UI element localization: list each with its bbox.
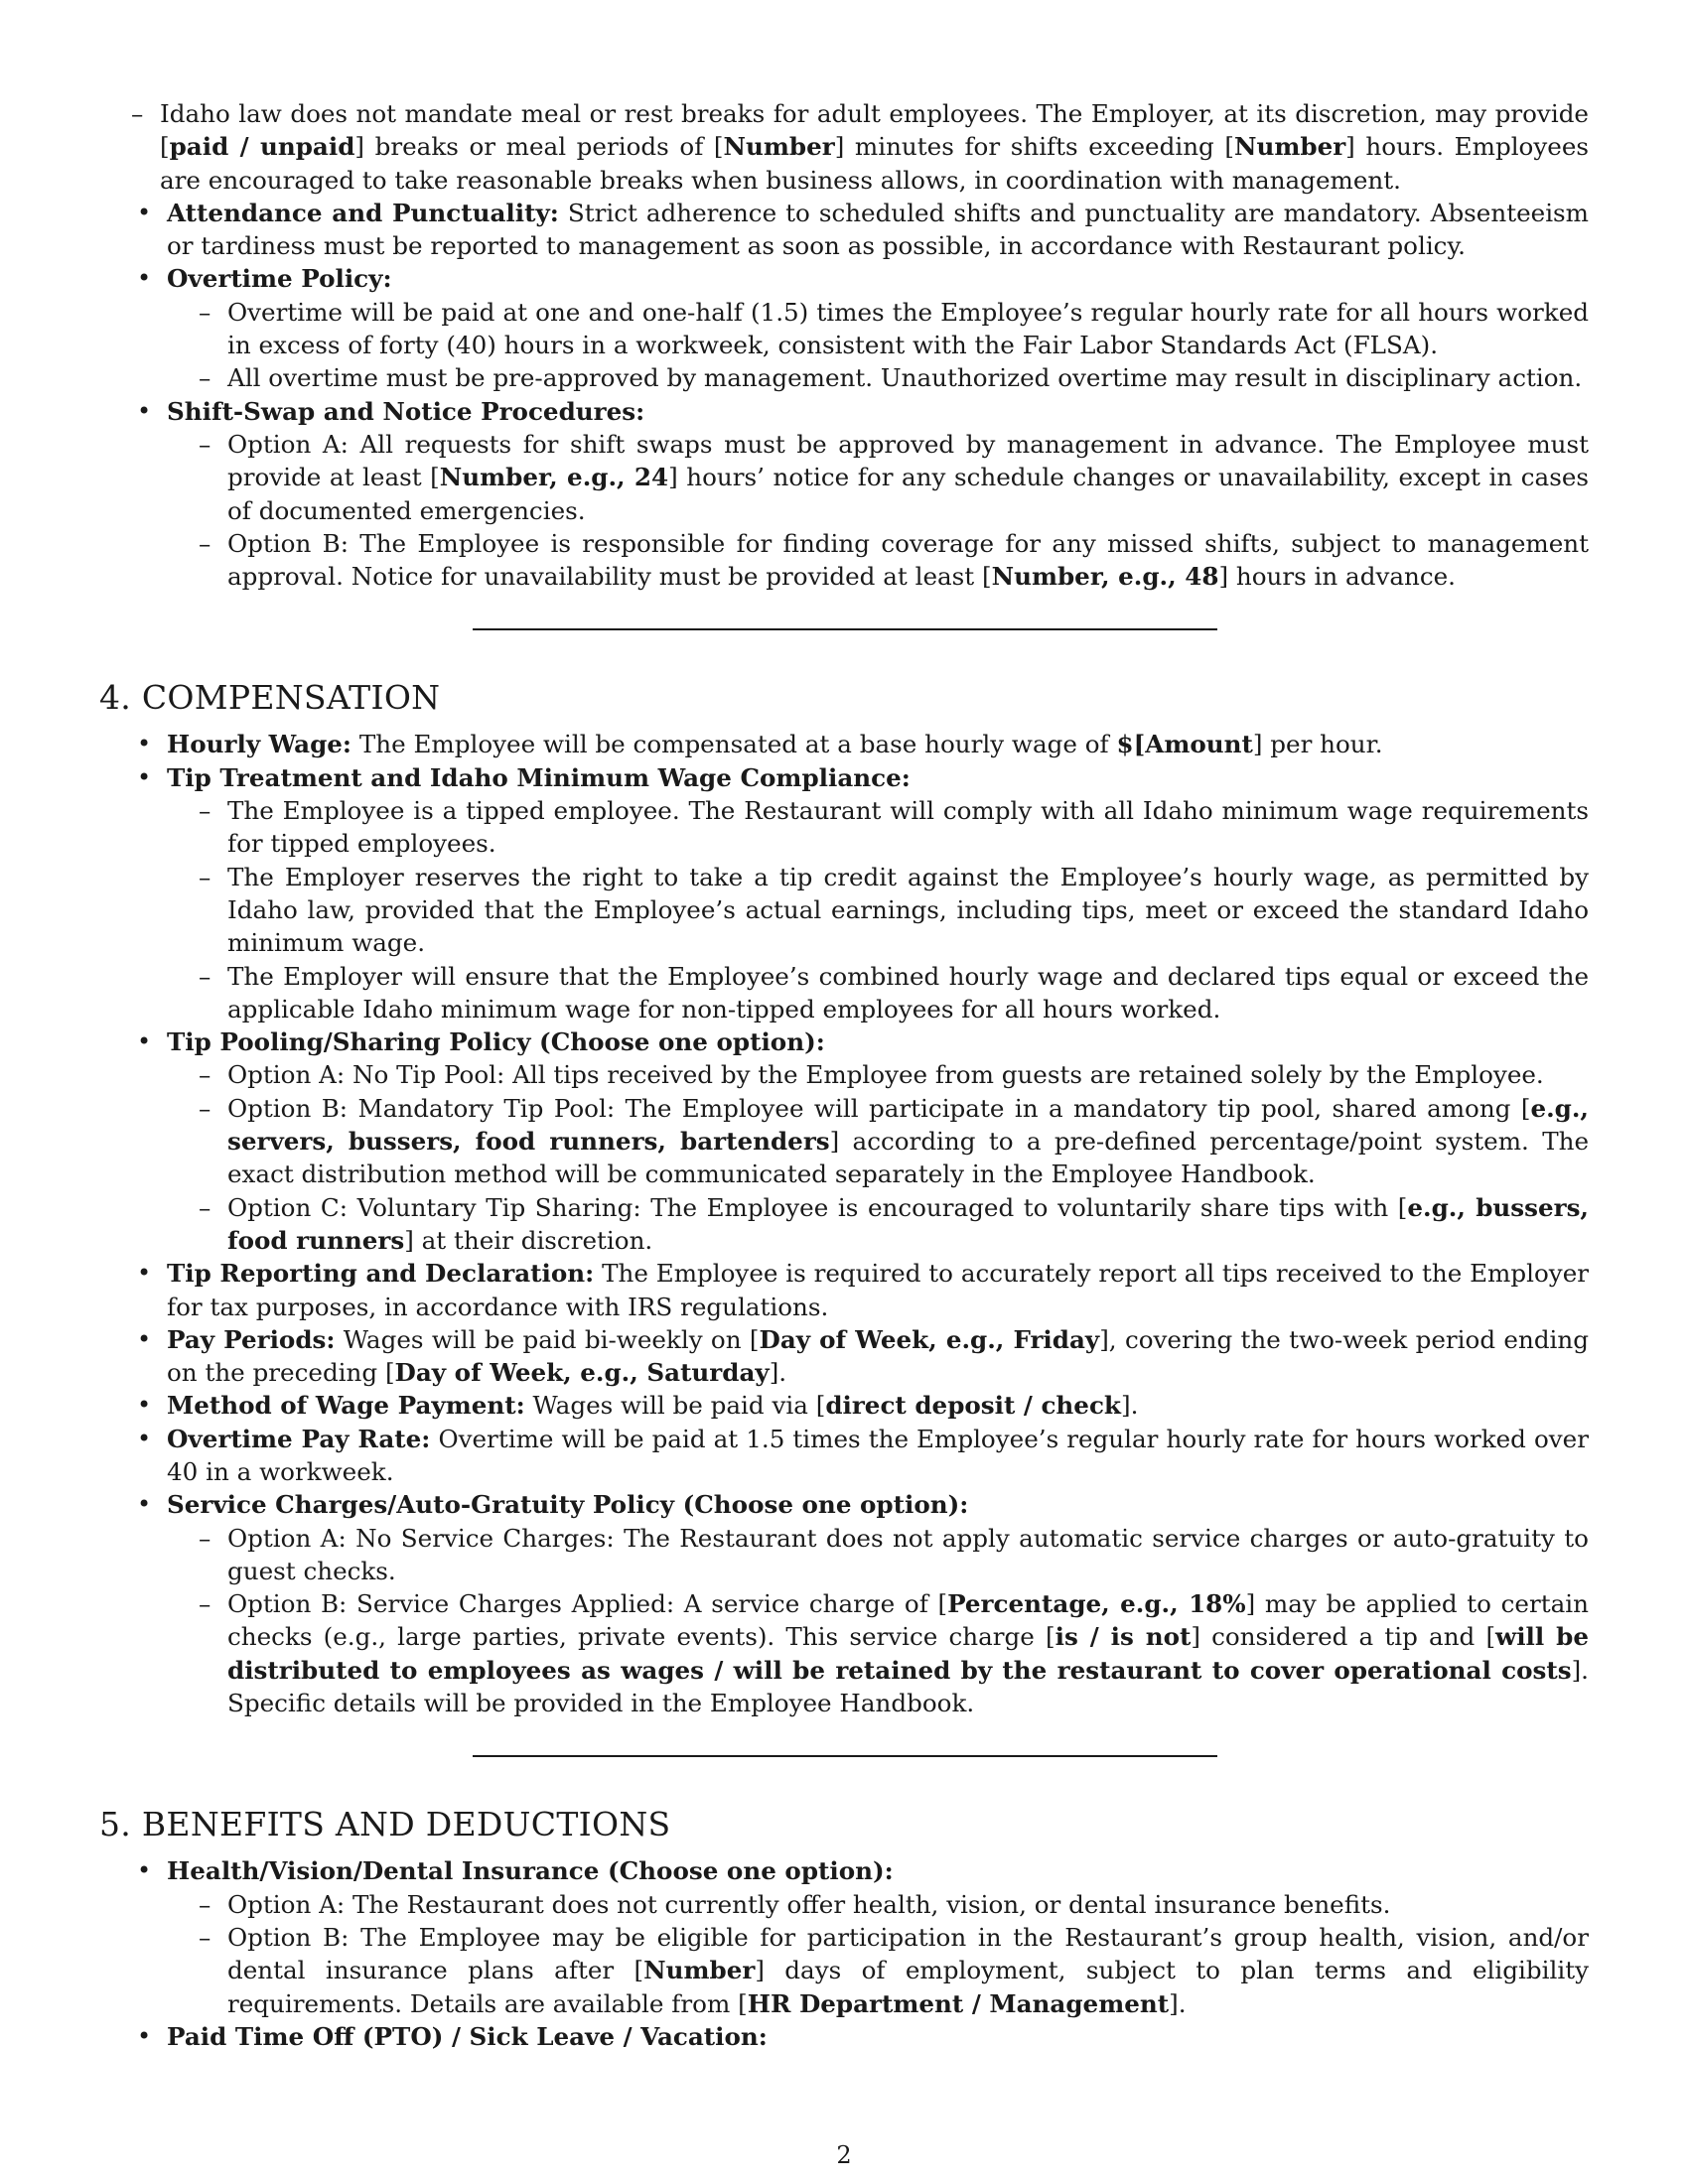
payment-method-label: Method of Wage Payment: xyxy=(167,1391,525,1421)
tip-pool-sublist xyxy=(167,1058,1589,1257)
overtime-policy-sublist xyxy=(167,296,1589,395)
section4-list xyxy=(99,728,1589,1719)
pto-label: Paid Time Off (PTO) / Sick Leave / Vacation: xyxy=(167,2021,768,2051)
tip-pool-option-a: – Option A: No Tip Pool: All tips received by the Employee from guests are retained solely by the Employee. xyxy=(167,1058,1589,1091)
list-item: – Overtime will be paid at one and one-half (1.5) times the Employee’s regular hourly rate for all hours worked in excess of forty (40) hours in a workweek, consistent with the Fair Labor Standards Act (FLSA). xyxy=(167,296,1589,362)
placeholder-number: Number xyxy=(1233,132,1346,162)
service-charges-sublist xyxy=(167,1522,1589,1720)
pay-periods-item xyxy=(99,1323,1589,1390)
tip-pool-option-b xyxy=(167,1092,1589,1191)
text: Option C: Voluntary Tip Sharing: The Employee is encouraged to voluntarily share tips with [ xyxy=(227,1192,1408,1222)
list-item: – The Employer reserves the right to take a tip credit against the Employee’s hourly wage, as permitted by Idaho law, provided that the Employee’s actual earnings, including tips, meet or exceed the standard Idaho minimum wage. xyxy=(167,861,1589,960)
placeholder-hours: Number, e.g., 24 xyxy=(439,463,669,492)
service-charges-option-a: – Option A: No Service Charges: The Restaurant does not apply automatic service charges or auto-gratuity to guest checks. xyxy=(167,1522,1589,1588)
text: ]. Specific details will be provided in the Employee Handbook. xyxy=(227,1655,1589,1718)
text: Option B: The Employee is responsible for finding coverage for any missed shifts, subject to management approval. Notice for unavailability must be provided at least [ xyxy=(227,528,1589,592)
service-charges-label: Service Charges/Auto-Gratuity Policy (Choose one option): xyxy=(167,1490,969,1520)
page-number: 2 xyxy=(836,2141,852,2169)
placeholder-percentage: Percentage, e.g., 18% xyxy=(947,1589,1246,1619)
placeholder-number: Number xyxy=(643,1956,756,1985)
placeholder-department: HR Department / Management xyxy=(747,1988,1170,2018)
tip-reporting-item xyxy=(99,1257,1589,1323)
section-title: 5. BENEFITS AND DEDUCTIONS xyxy=(99,1805,671,1844)
breaks-list xyxy=(99,97,1589,197)
tip-pool-label: Tip Pooling/Sharing Policy (Choose one option): xyxy=(167,1027,825,1057)
tip-reporting-label: Tip Reporting and Declaration: xyxy=(167,1259,595,1289)
attendance-text: Strict adherence to scheduled shifts and punctuality are mandatory. Absenteeism or tardiness must be reported to management as soon as possible, in accordance with Restaurant policy. xyxy=(167,198,1590,261)
placeholder-day: Day of Week, e.g., Friday xyxy=(759,1324,1100,1354)
shift-swap-option-a xyxy=(167,428,1589,527)
overtime-rate-item xyxy=(99,1423,1589,1489)
placeholder-day: Day of Week, e.g., Saturday xyxy=(394,1358,770,1388)
tip-treatment-sublist xyxy=(167,794,1589,1025)
text: Overtime will be paid at 1.5 times the Employee’s regular hourly rate for hours worked over 40 in a workweek. xyxy=(167,1424,1589,1486)
payment-method-item xyxy=(99,1389,1589,1422)
text: ] days of employment, subject to plan terms and eligibility requirements. Details are available from [ xyxy=(227,1956,1590,2018)
tip-pool-option-c xyxy=(167,1191,1589,1258)
text: ] may be applied to certain checks (e.g., large parties, private events). This service charge [ xyxy=(227,1589,1589,1652)
section-heading-benefits xyxy=(99,1805,1589,1844)
overtime-policy-label: Overtime Policy: xyxy=(167,264,392,294)
text: ]. xyxy=(769,1358,787,1388)
placeholder-roles: e.g., servers, bussers, food runners, bartenders xyxy=(227,1093,1589,1157)
text: Option B: The Employee may be eligible for participation in the Restaurant’s group health, vision, and/or dental insurance plans after [ xyxy=(227,1922,1589,1985)
text: The Employee will be compensated at a base hourly wage of xyxy=(352,730,1117,759)
section5-list xyxy=(99,1854,1589,2053)
hourly-wage-item xyxy=(99,728,1589,760)
breaks-item xyxy=(99,97,1589,197)
shift-swap-sublist xyxy=(167,428,1589,593)
placeholder-is-is-not: is / is not xyxy=(1055,1622,1192,1652)
placeholder-hours: Number, e.g., 48 xyxy=(991,562,1219,592)
tip-treatment-label: Tip Treatment and Idaho Minimum Wage Compliance: xyxy=(167,762,911,792)
placeholder-number: Number xyxy=(723,132,835,162)
shift-swap-item xyxy=(99,395,1589,594)
section3-list xyxy=(99,197,1589,594)
overtime-rate-label: Overtime Pay Rate: xyxy=(167,1424,431,1453)
text: ] at their discretion. xyxy=(404,1225,653,1255)
text: ] hours. Employees are encouraged to take reasonable breaks when business allows, in coordination with management. xyxy=(160,132,1589,195)
document-page xyxy=(99,97,1589,2053)
tip-treatment-item xyxy=(99,761,1589,1025)
text: ] hours’ notice for any schedule changes or unavailability, except in cases of documented emergencies. xyxy=(227,463,1589,525)
insurance-label: Health/Vision/Dental Insurance (Choose one option): xyxy=(167,1856,894,1886)
text: Wages will be paid bi-weekly on [ xyxy=(335,1324,760,1354)
insurance-option-b xyxy=(167,1921,1589,2020)
placeholder-roles: e.g., bussers, food runners xyxy=(227,1192,1589,1255)
text: Wages will be paid via [ xyxy=(524,1391,826,1421)
tip-pool-item xyxy=(99,1025,1589,1257)
text: ] minutes for shifts exceeding [ xyxy=(834,132,1234,162)
shift-swap-option-b xyxy=(167,527,1589,594)
section-heading-compensation xyxy=(99,678,1589,718)
text: ]. xyxy=(1169,1988,1187,2018)
list-item: – All overtime must be pre-approved by management. Unauthorized overtime may result in disciplinary action. xyxy=(167,361,1589,394)
attendance-label: Attendance and Punctuality: xyxy=(167,198,559,227)
service-charges-option-b xyxy=(167,1587,1589,1719)
list-item: – The Employer will ensure that the Employee’s combined hourly wage and declared tips equal or exceed the applicable Idaho minimum wage for non-tipped employees for all hours worked. xyxy=(167,960,1589,1026)
text: ] per hour. xyxy=(1252,730,1383,759)
placeholder-method: direct deposit / check xyxy=(825,1391,1121,1421)
service-charges-item xyxy=(99,1488,1589,1719)
hourly-wage-label: Hourly Wage: xyxy=(167,730,352,759)
shift-swap-label: Shift-Swap and Notice Procedures: xyxy=(167,396,645,426)
text: Option B: Mandatory Tip Pool: The Employee will participate in a mandatory tip pool, shared among [ xyxy=(227,1093,1531,1123)
text: Option A: All requests for shift swaps must be approved by management in advance. The Employee must provide at least [ xyxy=(227,429,1589,492)
overtime-policy-item xyxy=(99,262,1589,394)
pto-item xyxy=(99,2020,1589,2053)
text: ]. xyxy=(1120,1391,1139,1421)
text: Idaho law does not mandate meal or rest breaks for adult employees. The Employer, at its discretion, may provide [ xyxy=(160,99,1589,162)
placeholder-paid-unpaid: paid / unpaid xyxy=(169,132,355,162)
text: ] considered a tip and [ xyxy=(1191,1622,1496,1652)
text: Option B: Service Charges Applied: A service charge of [ xyxy=(227,1589,948,1619)
placeholder-amount: $[Amount xyxy=(1116,730,1253,759)
section-divider xyxy=(473,628,1217,630)
list-item: – The Employee is a tipped employee. The Restaurant will comply with all Idaho minimum wage requirements for tipped employees. xyxy=(167,794,1589,861)
text: ] breaks or meal periods of [ xyxy=(354,132,724,162)
insurance-sublist xyxy=(167,1888,1589,2020)
attendance-item xyxy=(99,197,1589,263)
pay-periods-label: Pay Periods: xyxy=(167,1324,336,1354)
text: ], covering the two-week period ending on the preceding [ xyxy=(167,1324,1590,1388)
section-title: 4. COMPENSATION xyxy=(99,678,441,718)
placeholder-distribution: will be distributed to employees as wages / will be retained by the restaurant to cover operational costs xyxy=(227,1622,1590,1685)
insurance-option-a: – Option A: The Restaurant does not currently offer health, vision, or dental insurance benefits. xyxy=(167,1888,1589,1921)
section-divider xyxy=(473,1755,1217,1757)
insurance-item xyxy=(99,1854,1589,2019)
text: ] hours in advance. xyxy=(1218,562,1457,592)
text: The Employee is required to accurately report all tips received to the Employer for tax purposes, in accordance with IRS regulations. xyxy=(167,1259,1589,1321)
text: ] according to a pre-defined percentage/point system. The exact distribution method will be communicated separately in the Employee Handbook. xyxy=(227,1127,1589,1189)
